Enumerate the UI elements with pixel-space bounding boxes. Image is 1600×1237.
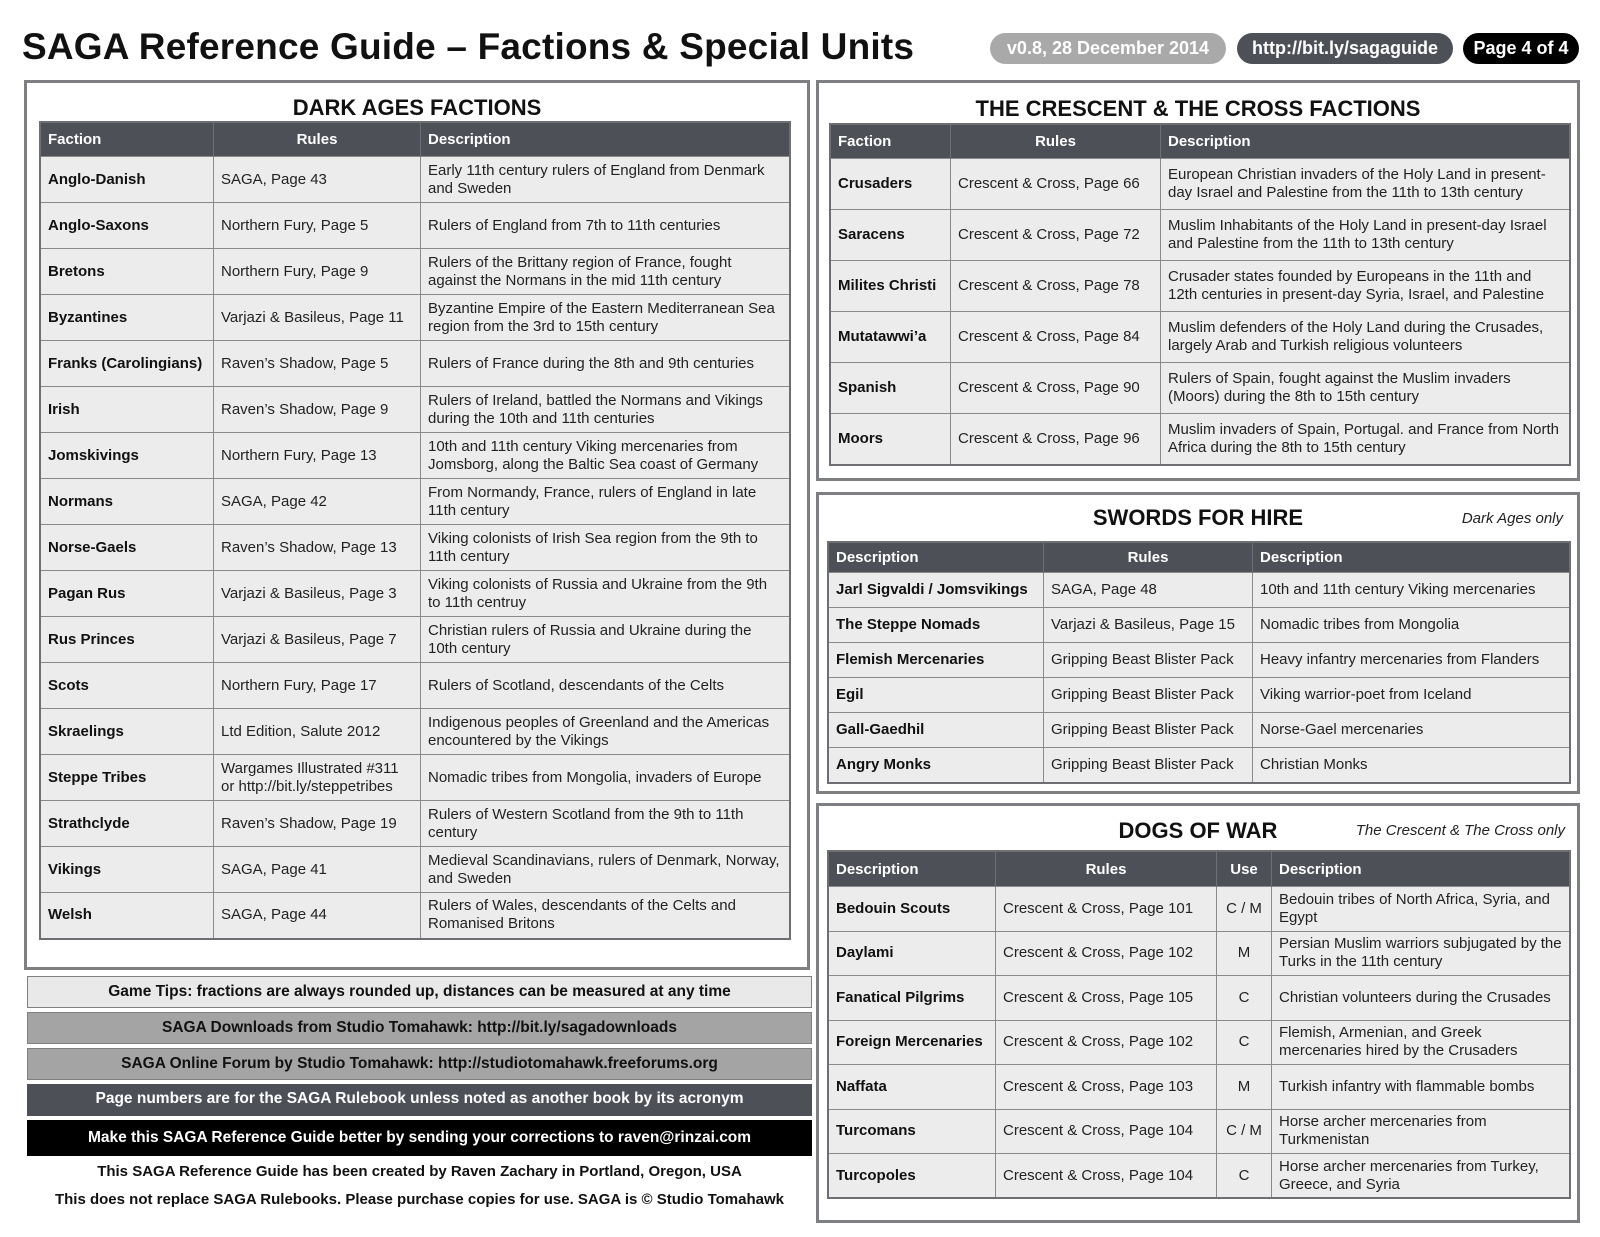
row-cell: Viking colonists of Russia and Ukraine from the 9th to 11th centruy xyxy=(421,571,791,617)
row-cell: Crescent & Cross, Page 102 xyxy=(996,931,1217,976)
table-row xyxy=(40,801,790,847)
row-cell: Crescent & Cross, Page 78 xyxy=(951,261,1161,312)
table-row xyxy=(40,617,790,663)
row-cell: Crescent & Cross, Page 104 xyxy=(996,1109,1217,1154)
row-cell: Wargames Illustrated #311 or http://bit.ly/steppetribes xyxy=(214,755,421,801)
row-cell: Crescent & Cross, Page 105 xyxy=(996,976,1217,1021)
col-header-description: Description xyxy=(828,851,996,887)
row-cell: Northern Fury, Page 17 xyxy=(214,663,421,709)
row-cell: Crescent & Cross, Page 90 xyxy=(951,363,1161,414)
table-row xyxy=(828,1154,1570,1199)
row-cell: Northern Fury, Page 5 xyxy=(214,203,421,249)
page-numbers-note-bar: Page numbers are for the SAGA Rulebook unless noted as another book by its acronym xyxy=(27,1084,812,1116)
table-row xyxy=(40,755,790,801)
row-cell: Raven’s Shadow, Page 13 xyxy=(214,525,421,571)
row-name-cell: Welsh xyxy=(40,893,214,939)
row-name-cell: Foreign Mercenaries xyxy=(828,1020,996,1065)
table-row xyxy=(828,887,1570,932)
crescent-table xyxy=(829,123,1571,466)
row-cell: Ltd Edition, Salute 2012 xyxy=(214,709,421,755)
row-cell: Nomadic tribes from Mongolia, invaders of Europe xyxy=(421,755,791,801)
row-cell: SAGA, Page 43 xyxy=(214,157,421,203)
row-name-cell: Angry Monks xyxy=(828,748,1044,783)
row-cell: C / M xyxy=(1217,1109,1272,1154)
row-cell: Gripping Beast Blister Pack xyxy=(1044,713,1253,748)
version-badge: v0.8, 28 December 2014 xyxy=(990,33,1226,64)
row-cell: 10th and 11th century Viking mercenaries from Jomsborg, along the Baltic Sea coast of Germany xyxy=(421,433,791,479)
row-name-cell: Bretons xyxy=(40,249,214,295)
row-cell: Nomadic tribes from Mongolia xyxy=(1253,608,1571,643)
row-cell: Crescent & Cross, Page 66 xyxy=(951,159,1161,210)
dark-ages-title: DARK AGES FACTIONS xyxy=(292,95,542,120)
row-cell: Raven’s Shadow, Page 19 xyxy=(214,801,421,847)
row-cell: Rulers of England from 7th to 11th centuries xyxy=(421,203,791,249)
row-name-cell: Anglo-Danish xyxy=(40,157,214,203)
row-name-cell: Turcomans xyxy=(828,1109,996,1154)
col-header-description-2: Description xyxy=(1272,851,1571,887)
row-name-cell: Daylami xyxy=(828,931,996,976)
table-row xyxy=(40,341,790,387)
row-cell: SAGA, Page 48 xyxy=(1044,573,1253,608)
table-row xyxy=(40,893,790,939)
row-cell: Muslim Inhabitants of the Holy Land in present-day Israel and Palestine from the 11th to 13th century xyxy=(1161,210,1571,261)
row-name-cell: Crusaders xyxy=(830,159,951,210)
row-cell: Varjazi & Basileus, Page 15 xyxy=(1044,608,1253,643)
table-row xyxy=(830,312,1570,363)
row-name-cell: Saracens xyxy=(830,210,951,261)
row-name-cell: Scots xyxy=(40,663,214,709)
row-name-cell: Anglo-Saxons xyxy=(40,203,214,249)
col-header-rules: Rules xyxy=(1044,542,1253,573)
table-row xyxy=(830,159,1570,210)
row-cell: Crescent & Cross, Page 102 xyxy=(996,1020,1217,1065)
table-row xyxy=(40,157,790,203)
row-name-cell: Byzantines xyxy=(40,295,214,341)
page-title: SAGA Reference Guide – Factions & Special Units xyxy=(22,26,915,67)
row-cell: Rulers of France during the 8th and 9th centuries xyxy=(421,341,791,387)
col-header-rules: Rules xyxy=(214,122,421,157)
row-cell: Crescent & Cross, Page 104 xyxy=(996,1154,1217,1199)
row-name-cell: Fanatical Pilgrims xyxy=(828,976,996,1021)
row-cell: Crescent & Cross, Page 72 xyxy=(951,210,1161,261)
dark-ages-panel xyxy=(24,80,810,970)
dogs-note: The Crescent & The Cross only xyxy=(1355,822,1565,839)
table-row xyxy=(40,525,790,571)
row-cell: Medieval Scandinavians, rulers of Denmark, Norway, and Sweden xyxy=(421,847,791,893)
row-name-cell: Normans xyxy=(40,479,214,525)
row-name-cell: Egil xyxy=(828,678,1044,713)
col-header-rules: Rules xyxy=(996,851,1217,887)
row-cell: Horse archer mercenaries from Turkey, Greece, and Syria xyxy=(1272,1154,1571,1199)
row-name-cell: Spanish xyxy=(830,363,951,414)
row-cell: From Normandy, France, rulers of England in late 11th century xyxy=(421,479,791,525)
row-name-cell: Jomskivings xyxy=(40,433,214,479)
row-cell: Muslim defenders of the Holy Land during the Crusades, largely Arab and Turkish religious volunteers xyxy=(1161,312,1571,363)
row-cell: Viking colonists of Irish Sea region from the 9th to 11th century xyxy=(421,525,791,571)
game-tips-bar: Game Tips: fractions are always rounded up, distances can be measured at any time xyxy=(27,976,812,1008)
row-cell: Rulers of Spain, fought against the Muslim invaders (Moors) during the 8th to 15th century xyxy=(1161,363,1571,414)
row-cell: SAGA, Page 41 xyxy=(214,847,421,893)
col-header-rules: Rules xyxy=(951,124,1161,159)
row-name-cell: Flemish Mercenaries xyxy=(828,643,1044,678)
swords-title: SWORDS FOR HIRE xyxy=(1092,505,1304,530)
row-cell: Crescent & Cross, Page 103 xyxy=(996,1065,1217,1110)
row-name-cell: Pagan Rus xyxy=(40,571,214,617)
row-name-cell: Norse-Gaels xyxy=(40,525,214,571)
dark-ages-table xyxy=(39,121,791,940)
row-name-cell: Rus Princes xyxy=(40,617,214,663)
swords-note: Dark Ages only xyxy=(1461,510,1563,527)
table-row xyxy=(828,1020,1570,1065)
table-row xyxy=(40,387,790,433)
row-name-cell: Skraelings xyxy=(40,709,214,755)
row-name-cell: The Steppe Nomads xyxy=(828,608,1044,643)
row-cell: SAGA, Page 44 xyxy=(214,893,421,939)
row-cell: C xyxy=(1217,1154,1272,1199)
table-row xyxy=(40,847,790,893)
row-cell: Crescent & Cross, Page 101 xyxy=(996,887,1217,932)
row-cell: Early 11th century rulers of England from Denmark and Sweden xyxy=(421,157,791,203)
row-name-cell: Vikings xyxy=(40,847,214,893)
dogs-panel xyxy=(816,803,1580,1223)
col-header-use: Use xyxy=(1217,851,1272,887)
table-row xyxy=(828,678,1570,713)
row-cell: Christian rulers of Russia and Ukraine during the 10th century xyxy=(421,617,791,663)
row-cell: Northern Fury, Page 13 xyxy=(214,433,421,479)
col-header-description: Description xyxy=(1161,124,1571,159)
row-cell: Viking warrior-poet from Iceland xyxy=(1253,678,1571,713)
row-cell: Christian volunteers during the Crusades xyxy=(1272,976,1571,1021)
row-cell: M xyxy=(1217,931,1272,976)
row-cell: Crescent & Cross, Page 96 xyxy=(951,414,1161,465)
row-cell: Crusader states founded by Europeans in the 11th and 12th centuries in present-day Syria, Israel, and Palestine xyxy=(1161,261,1571,312)
dogs-title: DOGS OF WAR xyxy=(1118,818,1278,843)
table-row xyxy=(40,249,790,295)
table-row xyxy=(40,479,790,525)
row-cell: Rulers of the Brittany region of France, fought against the Normans in the mid 11th century xyxy=(421,249,791,295)
col-header-faction: Faction xyxy=(830,124,951,159)
row-cell: Raven’s Shadow, Page 5 xyxy=(214,341,421,387)
swords-panel xyxy=(816,492,1580,794)
row-cell: Heavy infantry mercenaries from Flanders xyxy=(1253,643,1571,678)
row-name-cell: Steppe Tribes xyxy=(40,755,214,801)
row-name-cell: Moors xyxy=(830,414,951,465)
row-cell: Crescent & Cross, Page 84 xyxy=(951,312,1161,363)
table-row xyxy=(40,571,790,617)
dogs-table xyxy=(827,850,1571,1199)
row-cell: Varjazi & Basileus, Page 3 xyxy=(214,571,421,617)
row-cell: Indigenous peoples of Greenland and the Americas encountered by the Vikings xyxy=(421,709,791,755)
row-cell: Persian Muslim warriors subjugated by the Turks in the 11th century xyxy=(1272,931,1571,976)
footer-disclaimer: This does not replace SAGA Rulebooks. Please purchase copies for use. SAGA is © Studio Tomahawk xyxy=(54,1191,784,1208)
col-header-faction: Faction xyxy=(40,122,214,157)
row-cell: SAGA, Page 42 xyxy=(214,479,421,525)
corrections-bar[interactable]: Make this SAGA Reference Guide better by sending your corrections to raven@rinzai.com xyxy=(27,1120,812,1156)
row-cell: Flemish, Armenian, and Greek mercenaries hired by the Crusaders xyxy=(1272,1020,1571,1065)
downloads-bar[interactable]: SAGA Downloads from Studio Tomahawk: http://bit.ly/sagadownloads xyxy=(27,1012,812,1044)
table-row xyxy=(830,261,1570,312)
crescent-title: THE CRESCENT & THE CROSS FACTIONS xyxy=(975,96,1421,121)
table-row xyxy=(828,931,1570,976)
table-row xyxy=(40,709,790,755)
row-cell: Rulers of Ireland, battled the Normans and Vikings during the 10th and 11th centuries xyxy=(421,387,791,433)
col-header-description: Description xyxy=(828,542,1044,573)
row-cell: C xyxy=(1217,976,1272,1021)
row-cell: European Christian invaders of the Holy Land in present-day Israel and Palestine from the 11th to 13th century xyxy=(1161,159,1571,210)
row-cell: Byzantine Empire of the Eastern Mediterranean Sea region from the 3rd to 15th century xyxy=(421,295,791,341)
row-cell: Gripping Beast Blister Pack xyxy=(1044,643,1253,678)
table-row xyxy=(40,203,790,249)
table-row xyxy=(828,643,1570,678)
page-number-badge: Page 4 of 4 xyxy=(1463,33,1579,64)
row-cell: Christian Monks xyxy=(1253,748,1571,783)
table-row xyxy=(830,363,1570,414)
table-row xyxy=(830,210,1570,261)
table-row xyxy=(828,1065,1570,1110)
table-row xyxy=(40,295,790,341)
row-name-cell: Franks (Carolingians) xyxy=(40,341,214,387)
row-name-cell: Mutatawwi’a xyxy=(830,312,951,363)
row-name-cell: Turcopoles xyxy=(828,1154,996,1199)
row-cell: Varjazi & Basileus, Page 11 xyxy=(214,295,421,341)
row-cell: Northern Fury, Page 9 xyxy=(214,249,421,295)
row-cell: C xyxy=(1217,1020,1272,1065)
row-name-cell: Irish xyxy=(40,387,214,433)
row-name-cell: Naffata xyxy=(828,1065,996,1110)
table-row xyxy=(828,573,1570,608)
forum-bar[interactable]: SAGA Online Forum by Studio Tomahawk: http://studiotomahawk.freeforums.org xyxy=(27,1048,812,1080)
row-cell: Horse archer mercenaries from Turkmenistan xyxy=(1272,1109,1571,1154)
table-row xyxy=(830,414,1570,465)
row-cell: Varjazi & Basileus, Page 7 xyxy=(214,617,421,663)
row-name-cell: Bedouin Scouts xyxy=(828,887,996,932)
table-row xyxy=(828,713,1570,748)
row-cell: Gripping Beast Blister Pack xyxy=(1044,678,1253,713)
table-row xyxy=(828,1109,1570,1154)
row-cell: Turkish infantry with flammable bombs xyxy=(1272,1065,1571,1110)
guide-url-badge[interactable]: http://bit.ly/sagaguide xyxy=(1237,33,1453,64)
row-cell: Rulers of Scotland, descendants of the Celts xyxy=(421,663,791,709)
col-header-description: Description xyxy=(421,122,791,157)
row-cell: M xyxy=(1217,1065,1272,1110)
row-cell: Muslim invaders of Spain, Portugal. and France from North Africa during the 8th to 15th century xyxy=(1161,414,1571,465)
row-name-cell: Gall-Gaedhil xyxy=(828,713,1044,748)
row-cell: 10th and 11th century Viking mercenaries xyxy=(1253,573,1571,608)
swords-table xyxy=(827,541,1571,784)
row-name-cell: Strathclyde xyxy=(40,801,214,847)
table-row xyxy=(828,608,1570,643)
row-cell: Raven’s Shadow, Page 9 xyxy=(214,387,421,433)
row-cell: Gripping Beast Blister Pack xyxy=(1044,748,1253,783)
row-cell: C / M xyxy=(1217,887,1272,932)
row-cell: Rulers of Western Scotland from the 9th to 11th century xyxy=(421,801,791,847)
row-name-cell: Milites Christi xyxy=(830,261,951,312)
row-cell: Norse-Gael mercenaries xyxy=(1253,713,1571,748)
footer-credit: This SAGA Reference Guide has been created by Raven Zachary in Portland, Oregon, USA xyxy=(97,1163,742,1180)
col-header-description-2: Description xyxy=(1253,542,1571,573)
table-row xyxy=(828,748,1570,783)
row-name-cell: Jarl Sigvaldi / Jomsvikings xyxy=(828,573,1044,608)
table-row xyxy=(828,976,1570,1021)
row-cell: Rulers of Wales, descendants of the Celts and Romanised Britons xyxy=(421,893,791,939)
table-row xyxy=(40,433,790,479)
crescent-panel xyxy=(816,80,1580,481)
row-cell: Bedouin tribes of North Africa, Syria, and Egypt xyxy=(1272,887,1571,932)
table-row xyxy=(40,663,790,709)
